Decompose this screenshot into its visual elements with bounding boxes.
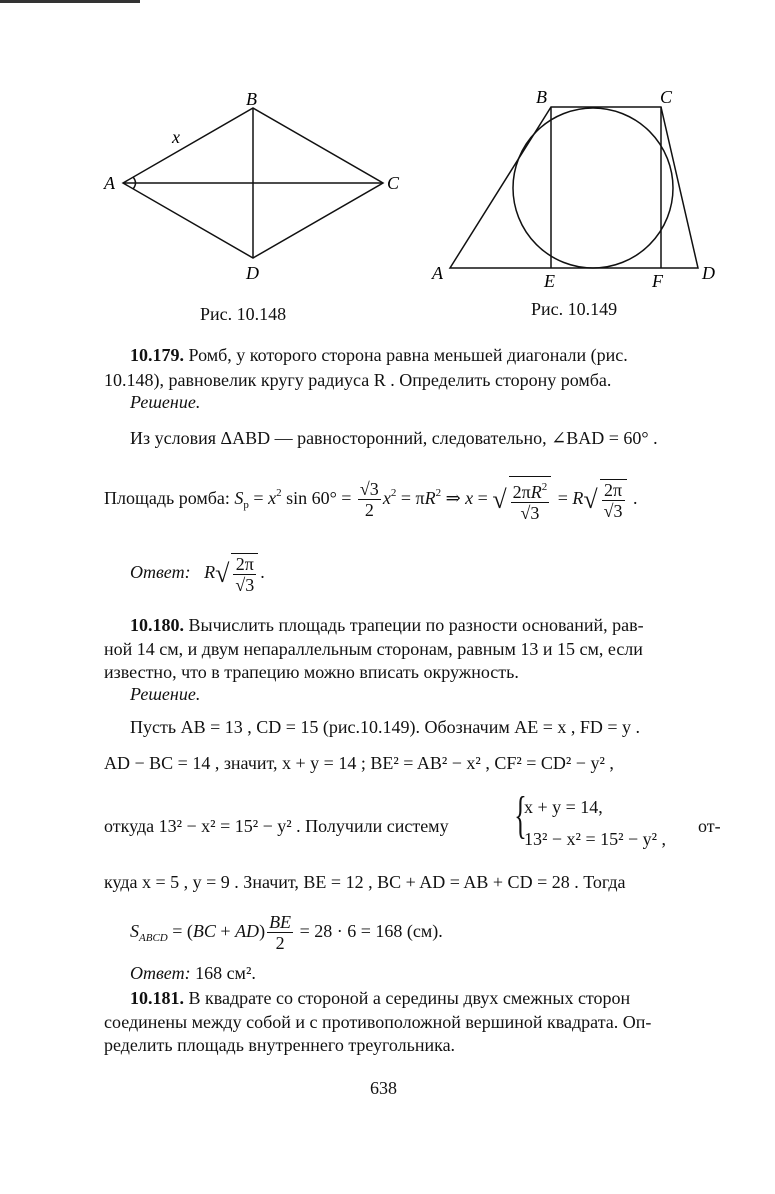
label-E: E <box>544 271 555 290</box>
caption-149: Рис. 10.149 <box>531 299 618 319</box>
system-eq2: 13² − x² = 15² − y² , <box>524 829 667 849</box>
label-x: x <box>172 127 180 147</box>
solution-180-step3-end: от- <box>698 816 721 836</box>
answer-179: Ответ: R√ $\frac{2\pi}{√3}$ . <box>130 553 265 595</box>
problem-181-line1 <box>130 987 630 1009</box>
rhombus-figure <box>100 85 420 290</box>
problem-180-line3: известно, что в трапецию можно вписать окружность. <box>104 662 519 682</box>
trapezoid-area-formula: $S_{ABCD} = (BC + AD)$ $\frac{BE}{2}$ = 28 · 6 = 168 (см). <box>130 912 443 954</box>
problem-180-text: Вычислить площадь трапеции по разности оснований, рав- <box>184 615 644 635</box>
problem-181-number: 10.181. <box>130 988 184 1008</box>
solution-180-step2: AD − BC = 14 , значит, x + y = 14 ; BE² = AB² − x² , CF² = CD² − y² , <box>104 753 614 773</box>
problem-179-line1 <box>130 344 628 366</box>
area-label: Площадь ромба: <box>104 488 230 508</box>
answer-179-label: Ответ: <box>130 562 191 582</box>
solution-180-label: Решение. <box>130 684 201 704</box>
page-number: 638 <box>370 1078 397 1098</box>
solution-180-step4: куда x = 5 , y = 9 . Значит, BE = 12 , BC + AD = AB + CD = 28 . Тогда <box>104 872 626 892</box>
solution-180-step1: Пусть AB = 13 , CD = 15 (рис.10.149). Обозначим AE = x , FD = y . <box>130 717 641 737</box>
problem-179-line2: 10.148), равновелик кругу радиуса R . Определить сторону ромба. <box>104 370 612 390</box>
rhombus-area-formula: Площадь ромба: $S_p = x^2$ sin 60° = $\frac{√3}{2}$ $x^2 = \pi R^2$ ⇒ x = √ $\frac{2\pi R^2}{√3}$ = R√ $\frac{2\pi}{√3}$ . <box>104 466 638 532</box>
label-D: D <box>702 263 715 283</box>
label-A: A <box>104 173 115 193</box>
problem-180-number: 10.180. <box>130 615 184 635</box>
answer-180-value: 168 см². <box>190 963 256 983</box>
problem-181-line3: ределить площадь внутреннего треугольника. <box>104 1035 456 1055</box>
label-D: D <box>246 263 259 283</box>
system-eq1: x + y = 14, <box>524 797 603 817</box>
label-C: C <box>660 87 673 107</box>
problem-180-line2: ной 14 см, и двум непараллельным сторонам, равным 13 и 15 см, если <box>104 639 643 659</box>
label-C: C <box>387 173 400 193</box>
label-A: A <box>432 263 443 283</box>
header-rule <box>0 0 140 3</box>
caption-148: Рис. 10.148 <box>200 304 287 324</box>
trapezoid-figure <box>428 85 728 290</box>
label-B: B <box>246 89 257 109</box>
solution-179-label: Решение. <box>130 392 201 412</box>
problem-181-text: В квадрате со стороной a середины двух смежных сторон <box>184 988 631 1008</box>
problem-179-condition: Из условия ΔABD — равносторонний, следовательно, ∠BAD = 60° . <box>130 428 658 448</box>
problem-181-line2: соединены между собой и с противоположной вершиной квадрата. Оп- <box>104 1012 652 1032</box>
system-brace: { <box>514 787 527 844</box>
label-F: F <box>652 271 663 290</box>
answer-180-label: Ответ: <box>130 963 191 983</box>
solution-180-step3: откуда 13² − x² = 15² − y² . Получили систему <box>104 816 449 836</box>
problem-180-line1 <box>130 614 644 636</box>
answer-180 <box>130 962 256 984</box>
problem-179-number: 10.179. <box>130 345 184 365</box>
label-B: B <box>536 87 547 107</box>
problem-179-text: Ромб, у которого сторона равна меньшей диагонали (рис. <box>184 345 628 365</box>
